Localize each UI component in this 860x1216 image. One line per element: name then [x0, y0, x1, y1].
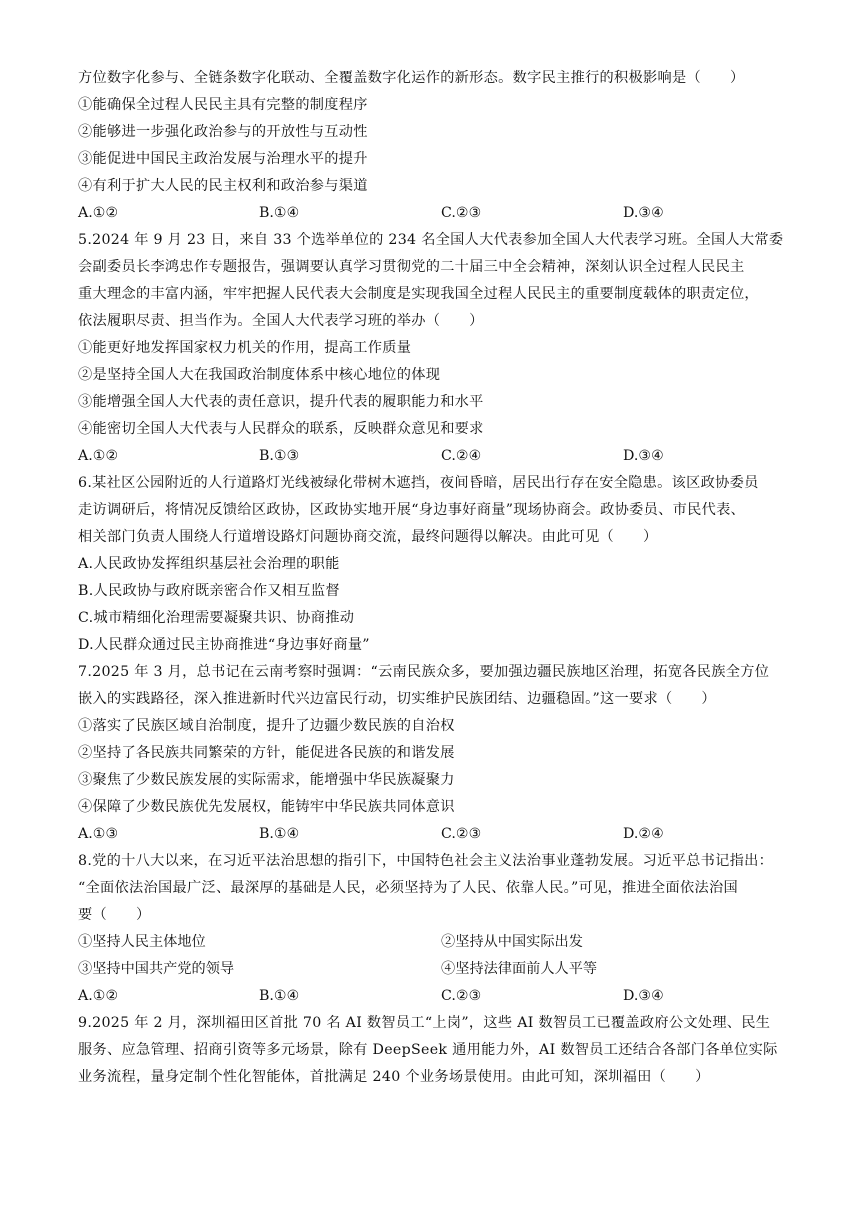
q4-stem-line: 方位数字化参与、全链条数字化联动、全覆盖数字化运作的新形态。数字民主推行的积极影响是（ ）: [78, 70, 745, 86]
q8-item: ③坚持中国共产党的领导: [78, 961, 235, 977]
q5-choice-d: D.③④: [623, 448, 664, 464]
q8-choice-b: B.①④: [259, 988, 300, 1004]
q5-item: ①能更好地发挥国家权力机关的作用，提高工作质量: [78, 340, 412, 356]
q4-item: ①能确保全过程人民民主具有完整的制度程序: [78, 97, 368, 113]
q6-option-a: A.人民政协发挥组织基层社会治理的职能: [78, 556, 340, 572]
q5-item: ④能密切全国人大代表与人民群众的联系，反映群众意见和要求: [78, 421, 484, 437]
q7-choice-b: B.①④: [259, 826, 300, 842]
q6-stem-line: 相关部门负责人围绕人行道增设路灯问题协商交流，最终问题得以解决。由此可见（ ）: [78, 529, 658, 545]
q6-stem-line: 6.某社区公园附近的人行道路灯光线被绿化带树木遮挡，夜间昏暗，居民出行存在安全隐患。该区政协委员: [78, 475, 759, 491]
q4-item: ④有利于扩大人民的民主权利和政治参与渠道: [78, 178, 368, 194]
q5-item: ②是坚持全国人大在我国政治制度体系中核心地位的体现: [78, 367, 441, 383]
q5-stem-line: 5.2024 年 9 月 23 日，来自 33 个选举单位的 234 名全国人大代表参加全国人大代表学习班。全国人大常委: [78, 232, 784, 248]
q6-option-d: D.人民群众通过民主协商推进“身边事好商量”: [78, 637, 370, 653]
q8-stem-line: 要（ ）: [78, 907, 151, 923]
q8-stem-line: “全面依法治国最广泛、最深厚的基础是人民，必须坚持为了人民、依靠人民。”可见，推进全面依法治国: [78, 880, 738, 896]
q5-item: ③能增强全国人大代表的责任意识，提升代表的履职能力和水平: [78, 394, 484, 410]
q6-stem-line: 走访调研后，将情况反馈给区政协，区政协实地开展“身边事好商量”现场协商会。政协委员、市民代表、: [78, 502, 746, 518]
q8-item: ②坚持从中国实际出发: [441, 934, 583, 950]
q8-choice-c: C.②③: [441, 988, 482, 1004]
q4-item: ②能够进一步强化政治参与的开放性与互动性: [78, 124, 368, 140]
q4-choice-c: C.②③: [441, 205, 482, 221]
q6-option-b: B.人民政协与政府既亲密合作又相互监督: [78, 583, 340, 599]
q7-item: ③聚焦了少数民族发展的实际需求，能增强中华民族凝聚力: [78, 772, 455, 788]
q7-item: ②坚持了各民族共同繁荣的方针，能促进各民族的和谐发展: [78, 745, 455, 761]
q4-choice-a: A.①②: [78, 205, 119, 221]
q7-stem-line: 7.2025 年 3 月，总书记在云南考察时强调：“云南民族众多，要加强边疆民族地区治理，拓宽各民族全方位: [78, 664, 770, 680]
q5-stem-line: 会副委员长李鸿忠作专题报告，强调要认真学习贯彻党的二十届三中全会精神，深刻认识全过程人民民主: [78, 259, 745, 275]
q5-stem-line: 重大理念的丰富内涵，牢牢把握人民代表大会制度是实现我国全过程人民民主的重要制度载体的职责定位，: [78, 286, 759, 302]
q9-stem-line: 服务、应急管理、招商引资等多元场景，除有 DeepSeek 通用能力外，AI 数智员工还结合各部门各单位实际: [78, 1042, 778, 1058]
q5-choice-c: C.②④: [441, 448, 482, 464]
q9-stem-line: 业务流程，量身定制个性化智能体，首批满足 240 个业务场景使用。由此可知，深圳福田（ ）: [78, 1069, 710, 1085]
q5-stem-line: 依法履职尽责、担当作为。全国人大代表学习班的举办（ ）: [78, 313, 484, 329]
q4-choice-d: D.③④: [623, 205, 664, 221]
q8-item: ①坚持人民主体地位: [78, 934, 206, 950]
q9-stem-line: 9.2025 年 2 月，深圳福田区首批 70 名 AI 数智员工“上岗”，这些 AI 数智员工已覆盖政府公文处理、民生: [78, 1015, 771, 1031]
q8-choice-d: D.③④: [623, 988, 664, 1004]
q7-choice-d: D.②④: [623, 826, 664, 842]
q7-stem-line: 嵌入的实践路径，深入推进新时代兴边富民行动，切实维护民族团结、边疆稳固。”这一要求（ ）: [78, 691, 716, 707]
q7-choice-c: C.②③: [441, 826, 482, 842]
q7-choice-a: A.①③: [78, 826, 119, 842]
q4-choice-b: B.①④: [259, 205, 300, 221]
q6-option-c: C.城市精细化治理需要凝聚共识、协商推动: [78, 610, 355, 626]
q4-item: ③能促进中国民主政治发展与治理水平的提升: [78, 151, 368, 167]
q7-item: ①落实了民族区域自治制度，提升了边疆少数民族的自治权: [78, 718, 455, 734]
q5-choice-b: B.①③: [259, 448, 300, 464]
q5-choice-a: A.①②: [78, 448, 119, 464]
q7-item: ④保障了少数民族优先发展权，能铸牢中华民族共同体意识: [78, 799, 455, 815]
q8-item: ④坚持法律面前人人平等: [441, 961, 598, 977]
q8-stem-line: 8.党的十八大以来，在习近平法治思想的指引下，中国特色社会主义法治事业蓬勃发展。习近平总书记指出：: [78, 853, 774, 869]
q8-choice-a: A.①②: [78, 988, 119, 1004]
